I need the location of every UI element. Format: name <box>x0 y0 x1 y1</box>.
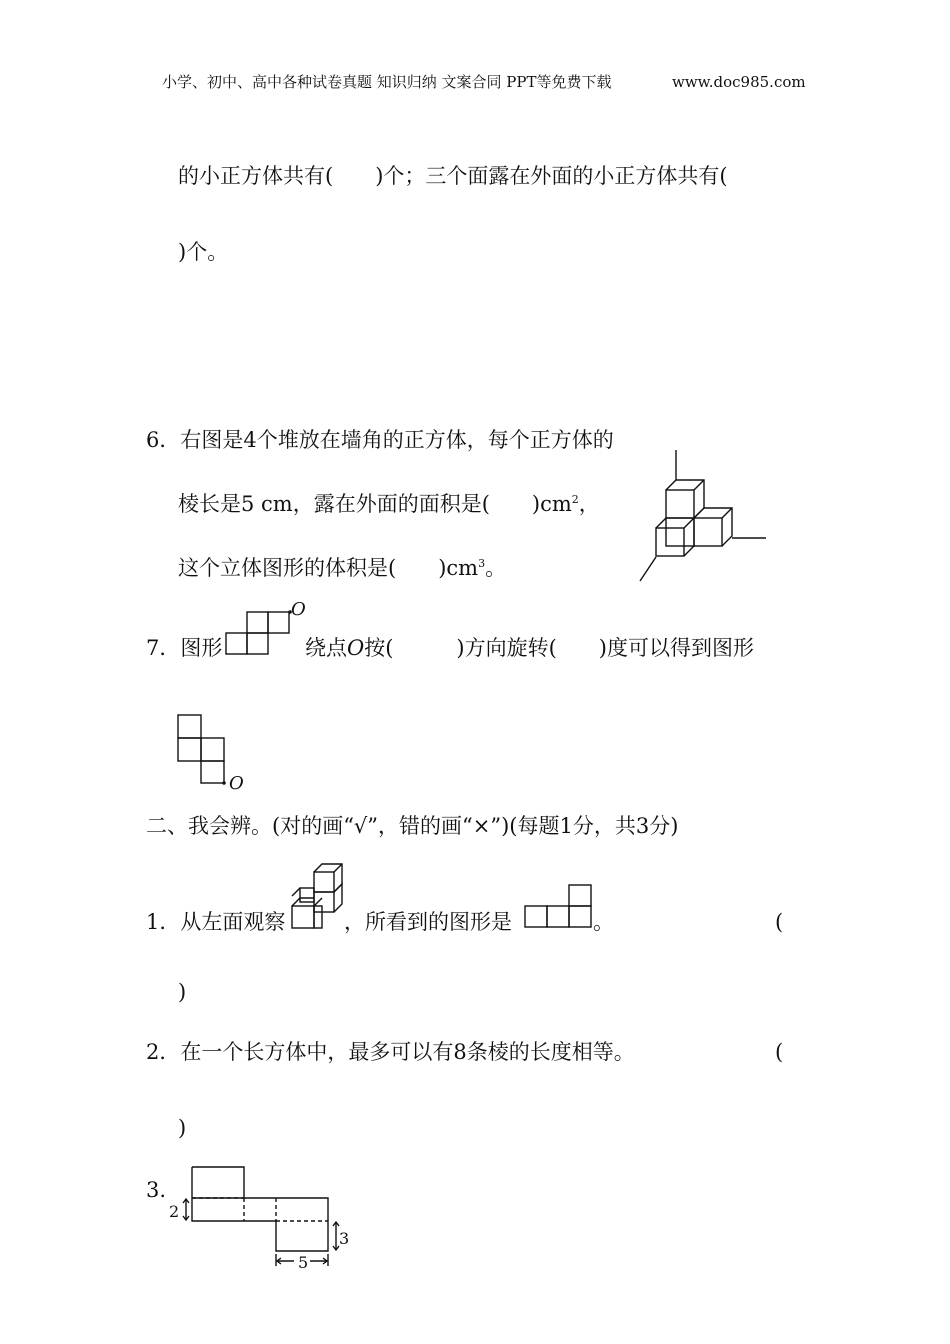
tf3-number: 3. <box>146 1178 167 1202</box>
tf1-text-mid: ，所看到的图形是 <box>344 910 512 934</box>
tf2-paren-open: ( <box>775 1040 784 1064</box>
q7-text: 绕点O按( )方向旋转( )度可以得到图形 <box>305 636 754 660</box>
header-url: www.doc985.com <box>672 73 806 91</box>
q7-point-label-bottom: O <box>229 773 244 794</box>
q7-point-label-top: O <box>291 599 306 620</box>
q5-line1: 的小正方体共有( )个；三个面露在外面的小正方体共有( <box>178 164 728 188</box>
q7-label: 7．图形 <box>146 636 223 660</box>
q6-cube-figure <box>636 450 768 585</box>
tf1-view-figure <box>524 884 596 928</box>
q6-line1: 6．右图是4个堆放在墙角的正方体，每个正方体的 <box>146 428 614 452</box>
tf3-dim-5: 5 <box>298 1253 309 1272</box>
tf1-solid-figure <box>292 862 350 930</box>
q7-shape-before <box>226 612 294 654</box>
tf3-dim-3: 3 <box>339 1229 350 1248</box>
section2-title: 二、我会辨。(对的画“√”，错的画“×”)(每题1分，共3分) <box>146 814 679 838</box>
tf3-net-figure <box>166 1166 356 1274</box>
header-left: 小学、初中、高中各种试卷真题 知识归纳 文案合同 PPT等免费下载 <box>162 73 612 91</box>
q7-shape-after <box>178 715 228 785</box>
tf3-dim-2: 2 <box>169 1202 180 1221</box>
q5-line2: )个。 <box>178 240 229 264</box>
tf1-text-pre: 1．从左面观察 <box>146 910 286 934</box>
q6-line2: 棱长是5 cm，露在外面的面积是( )$cm^2$， <box>178 492 600 516</box>
tf1-paren-close: ) <box>178 980 187 1004</box>
q6-line3: 这个立体图形的体积是( )$cm^3$。 <box>178 556 507 580</box>
tf2-text: 2．在一个长方体中，最多可以有8条棱的长度相等。 <box>146 1040 635 1064</box>
tf2-paren-close: ) <box>178 1116 187 1140</box>
tf1-text-post: 。 <box>593 910 614 934</box>
tf1-paren-open: ( <box>775 910 784 934</box>
